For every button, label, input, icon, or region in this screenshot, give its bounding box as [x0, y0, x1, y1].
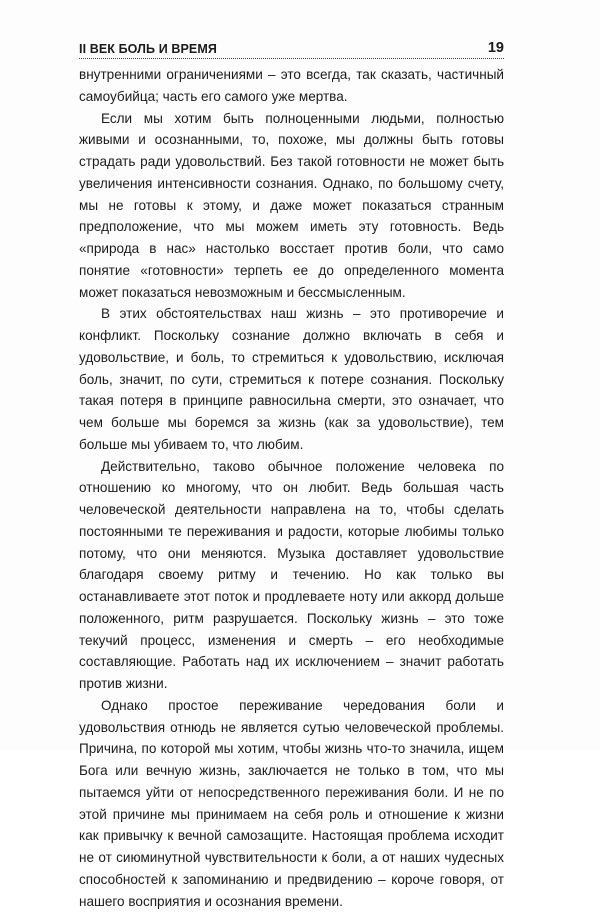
paragraph: Однако простое переживание чередования боли и удовольствия отнюдь не является сутью человеческой проблемы. Причина, по которой мы хотим, чтобы жизнь что-то значила, ищем Бога или вечную жизнь, заключается не только в том, что мы пытаемся уйти от непосредственного переживания боли. И не по этой причине мы принимаем на себя роль и отношение к жизни как привычку к вечной самозащите. Настоящая проблема исходит не от сиюминутной чувствительности к боли, а от наших чудесных способностей к запоминанию и предвидению – короче говоря, от нашего восприятия и осознания времени. — [79, 697, 504, 909]
paragraph-continuation: внутренними ограничениями – это всегда, так сказать, частичный самоубийца; часть его самого уже мертва. — [79, 67, 504, 104]
header-divider — [79, 58, 504, 59]
chapter-title: II ВЕК БОЛЬ И ВРЕМЯ — [79, 42, 217, 56]
paragraph: Действительно, таково обычное положение человека по отношению ко многому, что он любит. Ведь большая часть человеческой деятельности направлена на то, чтобы сделать постоянными те переживания и радости, которые любимы только потому, что они меняются. Музыка доставляет удовольствие благодаря своему ритму и течению. Но как только вы останавливаете этот поток и продлеваете ноту или аккорд дольше положенного, ритм разрушается. Поскольку жизнь – это тоже текучий процесс, изменения и смерть – его необходимые составляющие. Работать над их исключением – значит работать против жизни. — [79, 458, 504, 691]
running-header — [79, 32, 504, 56]
body-text — [79, 64, 504, 912]
paragraph: Если мы хотим быть полноценными людьми, полностью живыми и осознанными, то, похоже, мы должны быть готовы страдать ради удовольствий. Без такой готовности не может быть увеличения интенсивности сознания. Однако, по большому счету, мы не готовы к этому, и даже может показаться странным предположение, что мы можем иметь эту готовность. Ведь «природа в нас» настолько восстает против боли, что само понятие «готовности» терпеть ее до определенного момента может показаться невозможным и бессмысленным. — [79, 110, 504, 300]
page-number: 19 — [487, 40, 504, 56]
paragraph: В этих обстоятельствах наш жизнь – это противоречие и конфликт. Поскольку сознание должно включать в себя и удовольствие, и боль, то стремиться к удовольствию, исключая боль, значит, по сути, стремиться к потере сознания. Поскольку такая потеря в принципе равносильна смерти, это означает, что чем больше мы боремся за жизнь (как за удовольствие), тем больше мы убиваем то, что любим. — [79, 306, 504, 452]
